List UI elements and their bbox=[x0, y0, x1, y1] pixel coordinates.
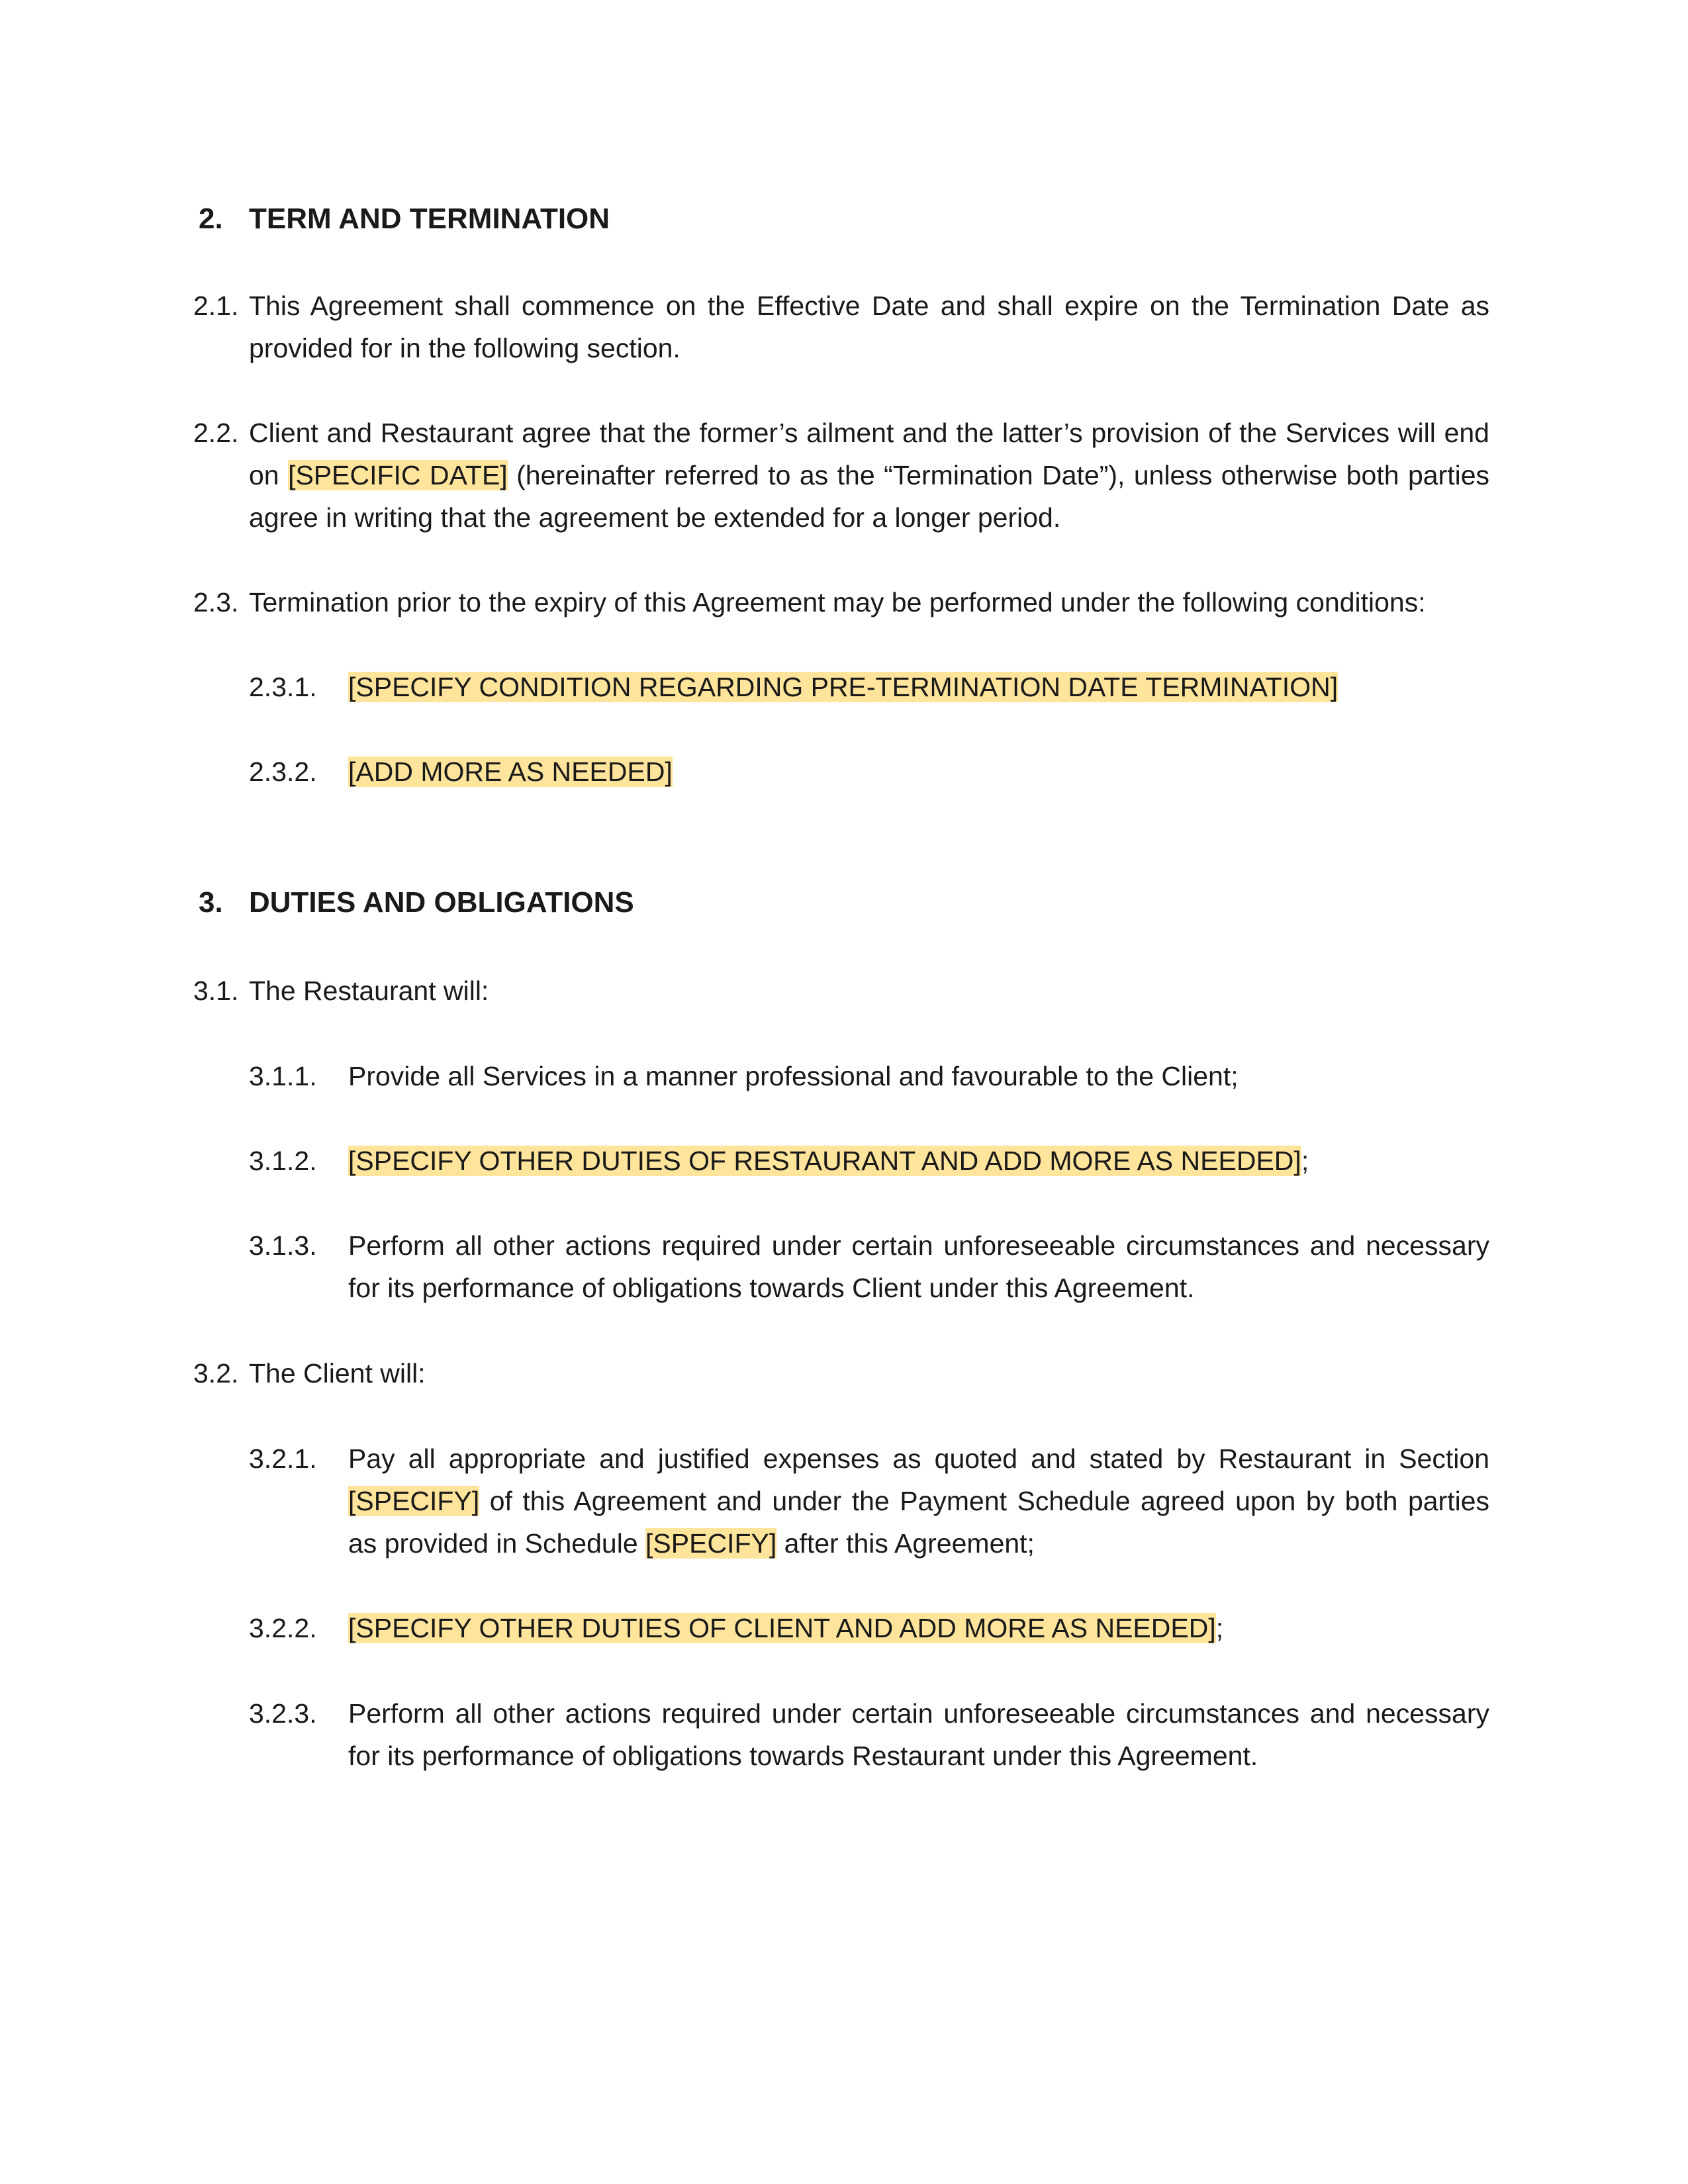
subclause-text: of this Agreement and under the Payment Schedule agreed upon by both parties as provided in Schedule bbox=[348, 1486, 1489, 1559]
subclause-text: ; bbox=[1215, 1613, 1224, 1643]
subclause-number: 3.2.1. bbox=[249, 1443, 317, 1474]
clause-text: (hereinafter referred to as the “Termination Date”), unless otherwise both parties agree in writing that the agreement be extended for a longer period. bbox=[249, 460, 1490, 533]
subclause-2-3-2 bbox=[249, 751, 1489, 793]
subclause-text: ; bbox=[1301, 1146, 1309, 1176]
subclause-3-2-1 bbox=[249, 1437, 1489, 1565]
subclause-number: 3.1.3. bbox=[249, 1230, 317, 1261]
placeholder-highlight: [SPECIFY CONDITION REGARDING PRE-TERMINATION DATE TERMINATION] bbox=[348, 672, 1338, 702]
clause-number: 2.1. bbox=[193, 291, 239, 321]
subclause-number: 3.1.1. bbox=[249, 1061, 317, 1091]
clause-text: Termination prior to the expiry of this Agreement may be performed under the following conditions: bbox=[249, 587, 1426, 617]
subclause-3-1-2 bbox=[249, 1140, 1489, 1182]
clause-2-3 bbox=[193, 581, 1489, 623]
subclause-3-1-1 bbox=[249, 1055, 1489, 1097]
clause-3-1 bbox=[193, 970, 1489, 1012]
subclause-number: 3.2.2. bbox=[249, 1613, 317, 1643]
clause-text: Client and Restaurant agree that the former’s ailment and the latter’s provision of the Services will end on bbox=[249, 418, 1489, 490]
subclause-3-1-3 bbox=[249, 1224, 1489, 1309]
section-number: 3. bbox=[199, 886, 223, 919]
section-title: TERM AND TERMINATION bbox=[249, 203, 610, 235]
subclause-number: 2.3.1. bbox=[249, 672, 317, 702]
section-heading-duties-and-obligations bbox=[199, 884, 634, 921]
placeholder-highlight: [SPECIFY] bbox=[348, 1486, 480, 1516]
subclause-3-2-3 bbox=[249, 1692, 1489, 1777]
clause-number: 2.3. bbox=[193, 587, 239, 617]
clause-text: The Restaurant will: bbox=[249, 976, 489, 1006]
subclause-3-2-2 bbox=[249, 1607, 1489, 1649]
placeholder-highlight: [SPECIFIC DATE] bbox=[288, 460, 508, 490]
subclause-2-3-1 bbox=[249, 666, 1489, 708]
clause-number: 3.2. bbox=[193, 1358, 239, 1388]
section-title: DUTIES AND OBLIGATIONS bbox=[249, 886, 634, 919]
clause-text: This Agreement shall commence on the Effective Date and shall expire on the Termination Date as provided for in the following section. bbox=[249, 291, 1489, 363]
subclause-text: Pay all appropriate and justified expenses as quoted and stated by Restaurant in Section bbox=[348, 1443, 1489, 1474]
subclause-text: Perform all other actions required under certain unforeseeable circumstances and necessary for its performance of obligations towards Restaurant under this Agreement. bbox=[348, 1698, 1489, 1771]
subclause-text: Provide all Services in a manner professional and favourable to the Client; bbox=[348, 1061, 1239, 1091]
subclause-number: 2.3.2. bbox=[249, 756, 317, 787]
clause-3-2 bbox=[193, 1352, 1489, 1394]
section-heading-term-and-termination bbox=[199, 201, 610, 238]
subclause-text: after this Agreement; bbox=[776, 1528, 1035, 1559]
clause-number: 3.1. bbox=[193, 976, 239, 1006]
placeholder-highlight: [SPECIFY OTHER DUTIES OF CLIENT AND ADD MORE AS NEEDED] bbox=[348, 1613, 1216, 1643]
placeholder-highlight: [SPECIFY OTHER DUTIES OF RESTAURANT AND ADD MORE AS NEEDED] bbox=[348, 1146, 1301, 1176]
placeholder-highlight: [ADD MORE AS NEEDED] bbox=[348, 756, 673, 787]
clause-2-2 bbox=[193, 412, 1490, 539]
clause-2-1 bbox=[193, 285, 1489, 369]
clause-number: 2.2. bbox=[193, 418, 239, 448]
subclause-text: Perform all other actions required under certain unforeseeable circumstances and necessary for its performance of obligations towards Client under this Agreement. bbox=[348, 1230, 1489, 1303]
placeholder-highlight: [SPECIFY] bbox=[645, 1528, 777, 1559]
subclause-number: 3.1.2. bbox=[249, 1146, 317, 1176]
clause-text: The Client will: bbox=[249, 1358, 426, 1388]
subclause-number: 3.2.3. bbox=[249, 1698, 317, 1729]
section-number: 2. bbox=[199, 203, 223, 235]
